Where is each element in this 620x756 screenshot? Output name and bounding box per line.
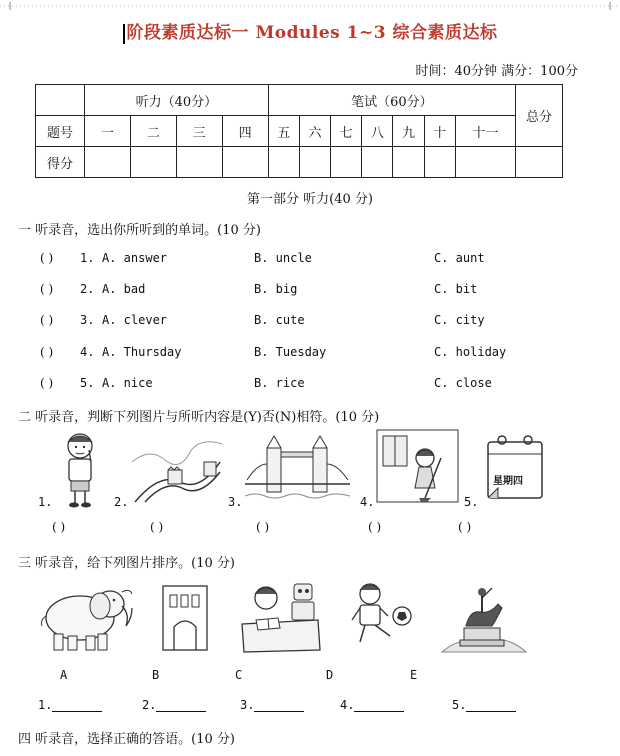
total-header: 总分	[516, 85, 563, 147]
boy-football-image	[350, 580, 415, 655]
option-b: B. uncle	[254, 251, 312, 265]
score-cell[interactable]	[362, 147, 393, 178]
section-3-heading: 三 听录音，给下列图片排序。(10 分)	[18, 556, 235, 571]
answer-paren[interactable]: ( )	[458, 520, 472, 534]
score-table	[35, 84, 563, 178]
picture-label-a: A	[60, 668, 68, 682]
order-number: 4.	[340, 698, 355, 712]
answer-paren[interactable]: ( )	[150, 520, 164, 534]
listening-header: 听力（40分）	[85, 85, 269, 116]
question-number: 5.	[80, 376, 95, 390]
col-5: 五	[268, 116, 299, 147]
picture-label-d: D	[326, 668, 334, 682]
score-cell[interactable]	[85, 147, 131, 178]
score-cell[interactable]	[424, 147, 455, 178]
boy-reading-robot-image	[238, 580, 323, 655]
picture-label-b: B	[152, 668, 160, 682]
score-cell[interactable]	[268, 147, 299, 178]
tower-bridge-image	[245, 434, 350, 504]
answer-paren[interactable]: ( )	[40, 376, 54, 390]
picture-label-c: C	[235, 668, 243, 682]
answer-paren[interactable]: ( )	[368, 520, 382, 534]
option-c: C. city	[434, 313, 485, 327]
option-c: C. bit	[434, 282, 478, 296]
section-2-heading: 二 听录音，判断下列图片与所听内容是(Y)否(N)相符。(10 分)	[18, 410, 380, 425]
order-blank[interactable]	[52, 699, 102, 712]
score-cell[interactable]	[299, 147, 330, 178]
order-slot-2	[142, 698, 206, 712]
option-b: B. rice	[254, 376, 305, 390]
picture-number: 5.	[464, 495, 479, 509]
col-9: 九	[393, 116, 424, 147]
option-c: C. aunt	[434, 251, 485, 265]
time-info: 时间：40分钟 满分：100分	[415, 64, 578, 79]
option-b: B. big	[254, 282, 298, 296]
score-cell[interactable]	[393, 147, 424, 178]
option-b: B. cute	[254, 313, 305, 327]
order-slot-1	[38, 698, 102, 712]
option-a: A. answer	[102, 251, 168, 265]
col-7: 七	[331, 116, 362, 147]
calendar-day-label: 星期四	[493, 476, 523, 487]
col-3: 三	[176, 116, 222, 147]
score-cell[interactable]	[130, 147, 176, 178]
great-wall-image	[130, 432, 225, 504]
elephant-image	[36, 580, 136, 655]
text-cursor	[123, 24, 125, 44]
col-6: 六	[299, 116, 330, 147]
col-2: 二	[130, 116, 176, 147]
order-slot-4	[340, 698, 404, 712]
option-a: A. clever	[102, 313, 168, 327]
score-cell[interactable]	[331, 147, 362, 178]
order-slot-3	[240, 698, 304, 712]
order-blank[interactable]	[156, 699, 206, 712]
section-4-heading: 四 听录音，选择正确的答语。(10 分)	[18, 732, 235, 747]
calendar-thursday-image	[484, 432, 546, 502]
part-title: 第一部分 听力(40 分)	[247, 192, 373, 207]
order-number: 2.	[142, 698, 157, 712]
score-label: 得分	[36, 147, 85, 178]
col-10: 十	[424, 116, 455, 147]
picture-number: 2.	[114, 495, 129, 509]
question-number: 1.	[80, 251, 95, 265]
building-image	[160, 583, 210, 653]
boy-talking-image	[55, 430, 105, 510]
order-blank[interactable]	[466, 699, 516, 712]
option-a: A. bad	[102, 282, 146, 296]
page-title-text: 阶段素质达标一 Modules 1~3 综合素质达标	[126, 23, 498, 43]
picture-number: 3.	[228, 495, 243, 509]
order-slot-5	[452, 698, 516, 712]
page-title	[0, 18, 620, 44]
col-11: 十一	[455, 116, 515, 147]
total-score-cell[interactable]	[516, 147, 563, 178]
answer-paren[interactable]: ( )	[40, 282, 54, 296]
option-c: C. holiday	[434, 345, 507, 359]
order-blank[interactable]	[254, 699, 304, 712]
score-cell[interactable]	[455, 147, 515, 178]
order-number: 3.	[240, 698, 255, 712]
section-1-heading: 一 听录音，选出你所听到的单词。(10 分)	[18, 223, 261, 238]
option-a: A. Thursday	[102, 345, 182, 359]
option-b: B. Tuesday	[254, 345, 327, 359]
question-number: 3.	[80, 313, 95, 327]
picture-number: 1.	[38, 495, 53, 509]
horse-statue-image	[440, 580, 528, 658]
score-cell[interactable]	[176, 147, 222, 178]
answer-paren[interactable]: ( )	[40, 345, 54, 359]
answer-paren[interactable]: ( )	[40, 251, 54, 265]
col-8: 八	[362, 116, 393, 147]
girl-sweeping-image	[375, 428, 460, 504]
answer-paren[interactable]: ( )	[40, 313, 54, 327]
row-label: 题号	[36, 116, 85, 147]
col-4: 四	[222, 116, 268, 147]
order-blank[interactable]	[354, 699, 404, 712]
answer-paren[interactable]: ( )	[256, 520, 270, 534]
question-number: 2.	[80, 282, 95, 296]
score-table-corner	[36, 85, 85, 116]
picture-number: 4.	[360, 495, 375, 509]
top-margin-guide	[0, 2, 620, 10]
option-c: C. close	[434, 376, 492, 390]
writing-header: 笔试（60分）	[268, 85, 515, 116]
order-number: 1.	[38, 698, 53, 712]
score-cell[interactable]	[222, 147, 268, 178]
option-a: A. nice	[102, 376, 153, 390]
answer-paren[interactable]: ( )	[52, 520, 66, 534]
question-number: 4.	[80, 345, 95, 359]
order-number: 5.	[452, 698, 467, 712]
picture-label-e: E	[410, 668, 418, 682]
col-1: 一	[85, 116, 131, 147]
